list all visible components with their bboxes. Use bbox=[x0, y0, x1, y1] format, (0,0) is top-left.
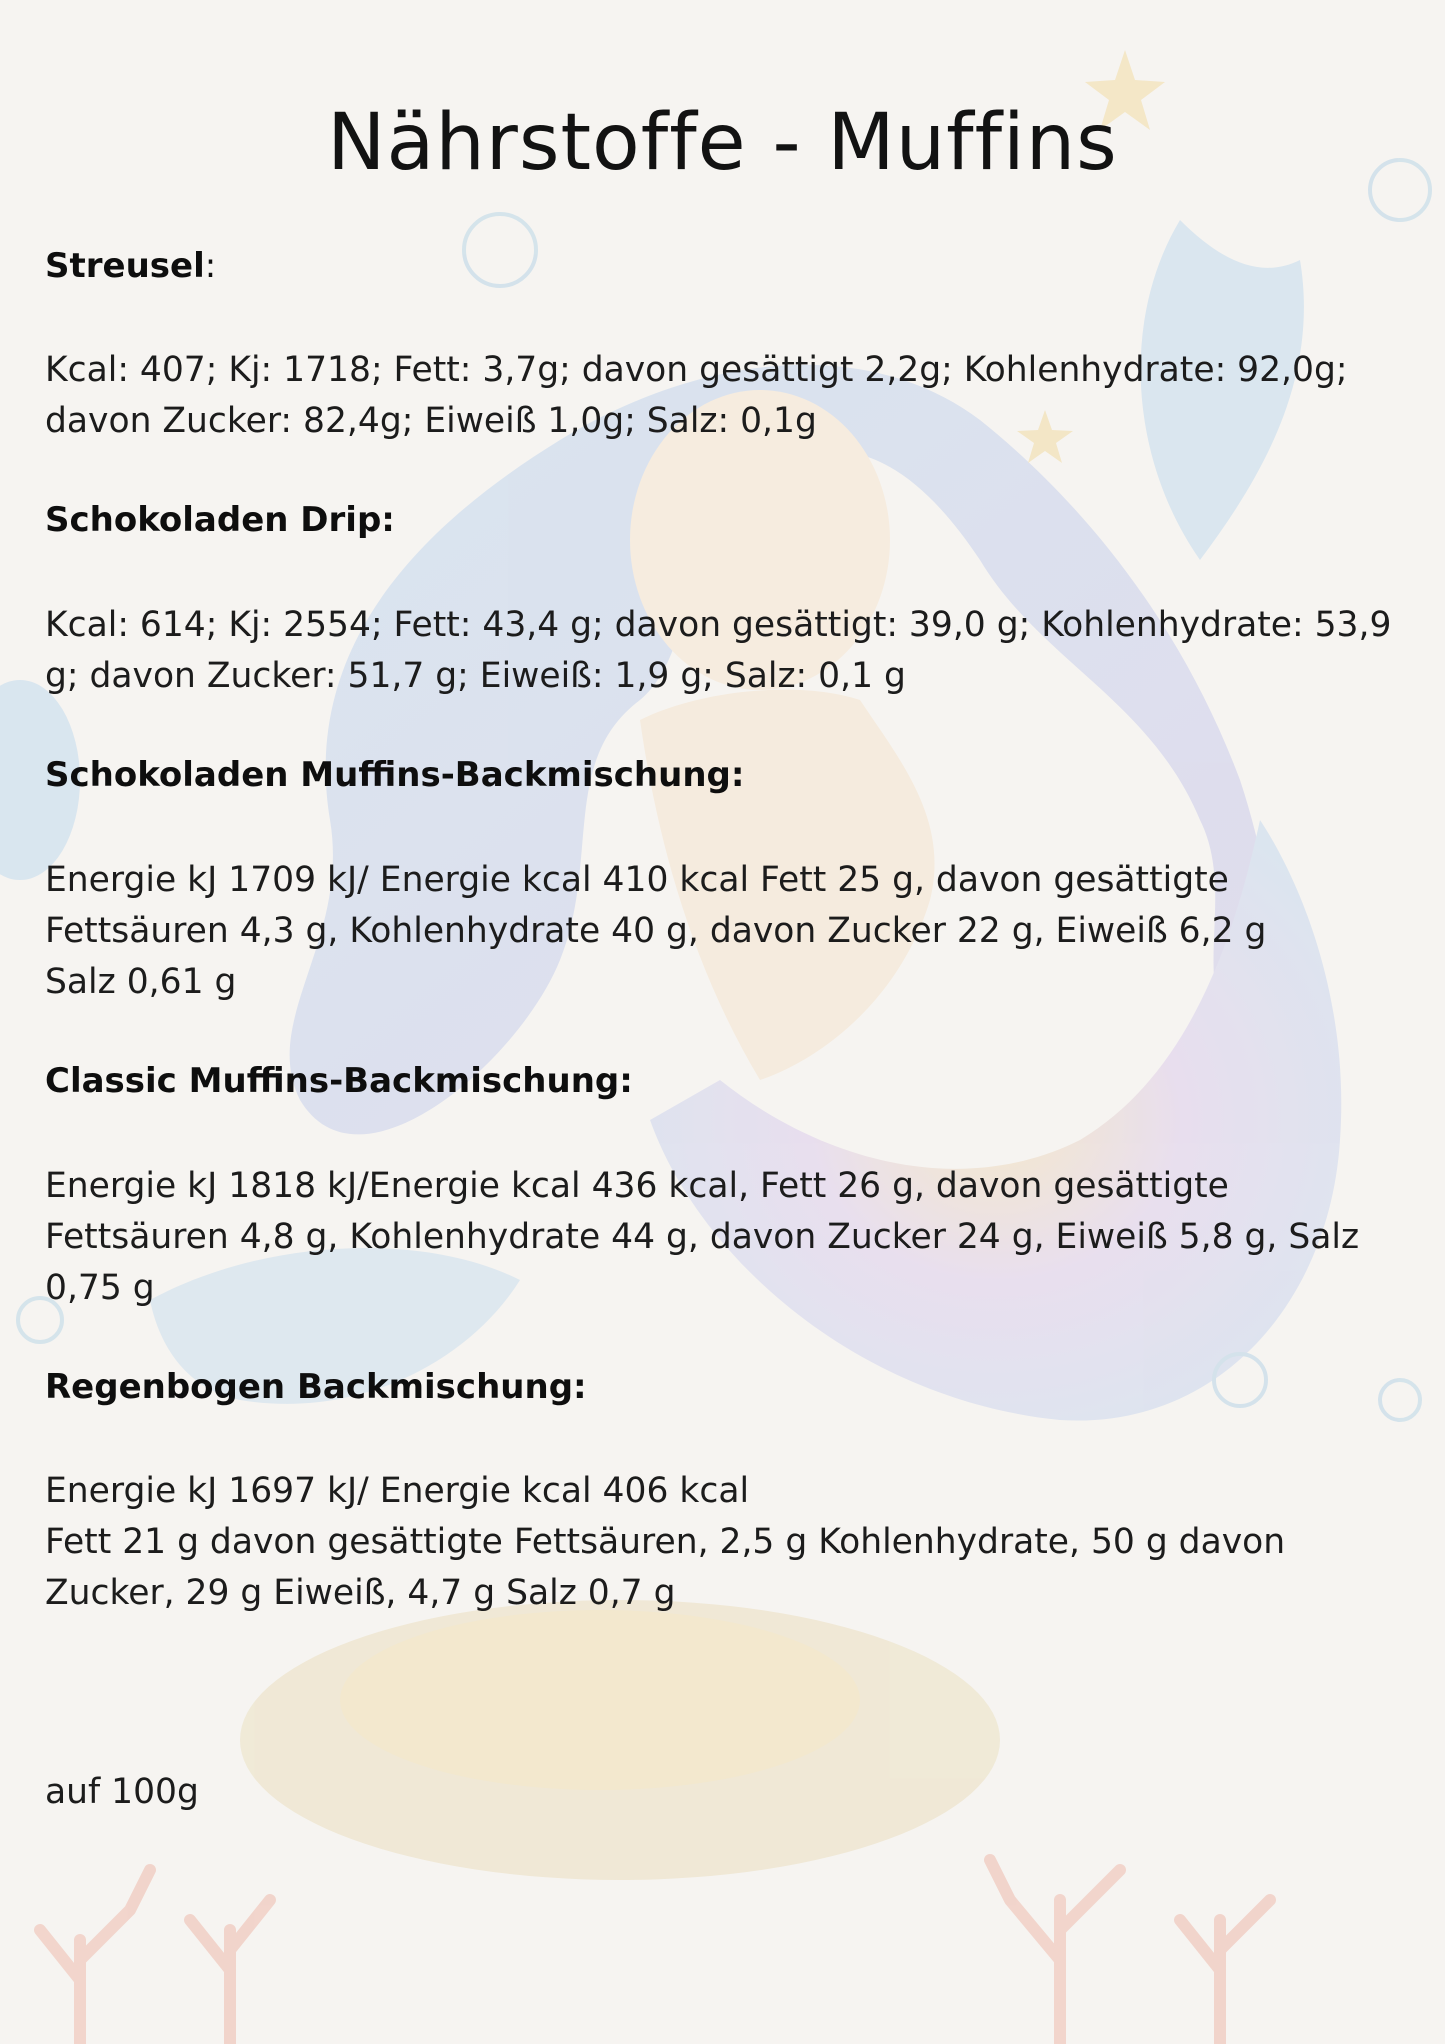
section-body-schokoladen-drip: Kcal: 614; Kj: 2554; Fett: 43,4 g; davon gesättigt: 39,0 g; Kohlenhydrate: 53,9 g; davon Zucker: 51,7 g; Eiweiß: 1,9 g; Salz: 0,1 g bbox=[45, 605, 1392, 696]
section-heading-schokoladen-muffins: Schokoladen Muffins-Backmischung: bbox=[45, 755, 745, 795]
section-heading-streusel-colon: : bbox=[204, 246, 217, 286]
section-body-schokoladen-muffins: Energie kJ 1709 kJ/ Energie kcal 410 kcal Fett 25 g, davon gesättigte Fettsäuren 4,3 g, Kohlenhydrate 40 g, davon Zucker 22 g, Eiweiß 6,2 g Salz 0,61 g bbox=[45, 860, 1267, 1002]
section-body-streusel: Kcal: 407; Kj: 1718; Fett: 3,7g; davon gesättigt 2,2g; Kohlenhydrate: 92,0g; davon Zucker: 82,4g; Eiweiß 1,0g; Salz: 0,1g bbox=[45, 350, 1348, 441]
section-body-classic-muffins: Energie kJ 1818 kJ/Energie kcal 436 kcal, Fett 26 g, davon gesättigte Fettsäuren 4,8 g, Kohlenhydrate 44 g, davon Zucker 24 g, Eiweiß 5,8 g, Salz 0,75 g bbox=[45, 1166, 1360, 1308]
section-heading-streusel bbox=[45, 246, 216, 286]
section-heading-streusel-label: Streusel bbox=[45, 246, 205, 286]
section-body-regenbogen: Energie kJ 1697 kJ/ Energie kcal 406 kcal Fett 21 g davon gesättigte Fettsäuren, 2,5 g Kohlenhydrate, 50 g davon Zucker, 29 g Eiweiß, 4,7 g Salz 0,7 g bbox=[45, 1471, 1286, 1613]
unit-note: auf 100g bbox=[45, 1772, 199, 1812]
page-title: Nährstoffe - Muffins bbox=[327, 98, 1118, 188]
section-heading-schokoladen-drip: Schokoladen Drip: bbox=[45, 500, 395, 540]
section-heading-regenbogen: Regenbogen Backmischung: bbox=[45, 1367, 587, 1407]
section-heading-classic-muffins: Classic Muffins-Backmischung: bbox=[45, 1061, 633, 1101]
